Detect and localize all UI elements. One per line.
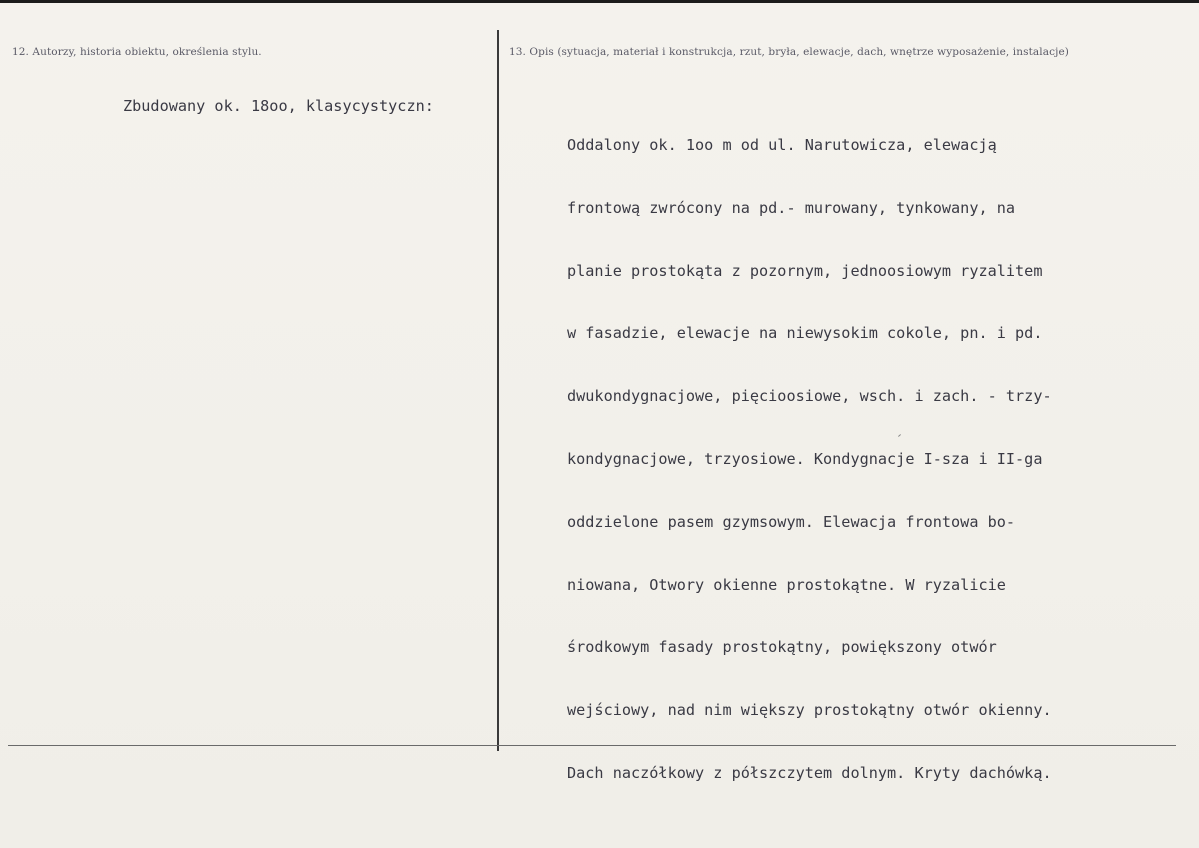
description-line: w fasadzie, elewacje na niewysokim cokole, pn. i pd. [567, 324, 1043, 343]
description-line: środkowym fasady prostokątny, powiększony otwór [567, 638, 997, 657]
column-divider [497, 30, 499, 751]
description-line: frontową zwrócony na pd.- murowany, tynkowany, na [567, 198, 1016, 217]
section-13-header: 13. Opis (sytuacja, materiał i konstrukcja, rzut, bryła, elewacje, dach, wnętrze wyposażenie, instalacje) [509, 46, 1069, 58]
description-line: niowana, Otwory okienne prostokątne. W ryzalicie [567, 575, 1006, 594]
description-line: dwukondygnacjowe, pięcioosiowe, wsch. i zach. - trzy- [567, 387, 1052, 406]
section-12-text: Zbudowany ok. 18oo, klasycystyczn: [123, 97, 434, 115]
description-line: Oddalony ok. 1oo m od ul. Narutowicza, elewacją [567, 136, 997, 154]
description-line: oddzielone pasem gzymsowym. Elewacja frontowa bo- [567, 512, 1016, 531]
description-line: planie prostokąta z pozornym, jednoosiowym ryzalitem [567, 261, 1043, 280]
description-line: kondygnacjowe, trzyosiowe. Kondygnacje I-sza i II-ga [567, 449, 1043, 468]
section-13-text [567, 96, 1052, 823]
description-line: wejściowy, nad nim większy prostokątny otwór okienny. [567, 701, 1052, 720]
top-edge [0, 0, 1199, 3]
bottom-rule [8, 745, 1176, 746]
description-line: Dach naczółkowy z półszczytem dolnym. Kryty dachówką. [567, 763, 1052, 782]
section-12-header: 12. Autorzy, historia obiektu, określenia stylu. [12, 46, 262, 58]
